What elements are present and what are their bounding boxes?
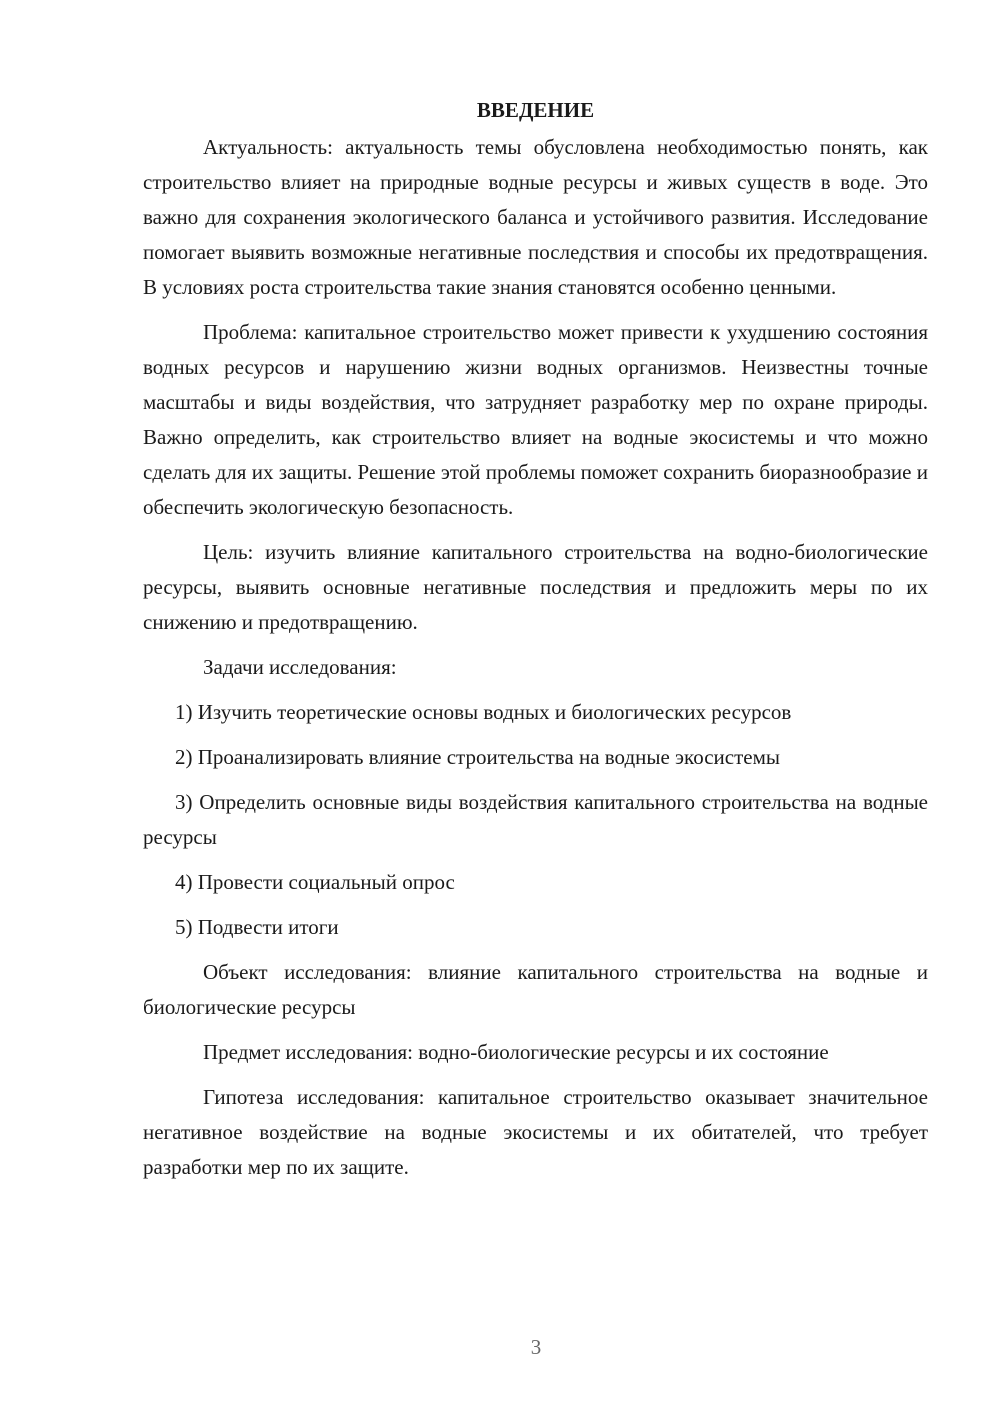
tasks-heading: Задачи исследования:: [203, 655, 397, 679]
task-item-1: 1) Изучить теоретические основы водных и биологических ресурсов: [175, 700, 792, 724]
task-item-3: 3) Определить основные виды воздействия капитального строительства на водные ресурсы: [143, 790, 928, 849]
section-title: ВВЕДЕНИЕ: [476, 98, 595, 122]
paragraph-hypothesis: Гипотеза исследования: капитальное строительство оказывает значительное негативное воздействие на водные экосистемы и их обитателей, что требует разработки мер по их защите.: [143, 1085, 928, 1179]
paragraph-relevance: Актуальность: актуальность темы обусловлена необходимостью понять, как строительство влияет на природные водные ресурсы и живых существ в воде. Это важно для сохранения экологического баланса и устойчивого развития. Исследование помогает выявить возможные негативные последствия и способы их предотвращения. В условиях роста строительства такие знания становятся особенно ценными.: [143, 135, 928, 299]
paragraph-object: Объект исследования: влияние капитального строительства на водные и биологические ресурсы: [143, 960, 928, 1019]
task-item-4: 4) Провести социальный опрос: [175, 870, 455, 894]
page-content: [143, 93, 928, 1195]
page-number: 3: [530, 1335, 542, 1359]
task-item-5: 5) Подвести итоги: [175, 915, 339, 939]
paragraph-problem: Проблема: капитальное строительство может привести к ухудшению состояния водных ресурсов и нарушению жизни водных организмов. Неизвестны точные масштабы и виды воздействия, что затрудняет разработку мер по охране природы. Важно определить, как строительство влияет на водные экосистемы и что можно сделать для их защиты. Решение этой проблемы поможет сохранить биоразнообразие и обеспечить экологическую безопасность.: [143, 320, 928, 519]
paragraph-subject: Предмет исследования: водно-биологические ресурсы и их состояние: [203, 1040, 829, 1064]
task-item-2: 2) Проанализировать влияние строительства на водные экосистемы: [175, 745, 780, 769]
paragraph-goal: Цель: изучить влияние капитального строительства на водно-биологические ресурсы, выявить основные негативные последствия и предложить меры по их снижению и предотвращению.: [143, 540, 928, 634]
